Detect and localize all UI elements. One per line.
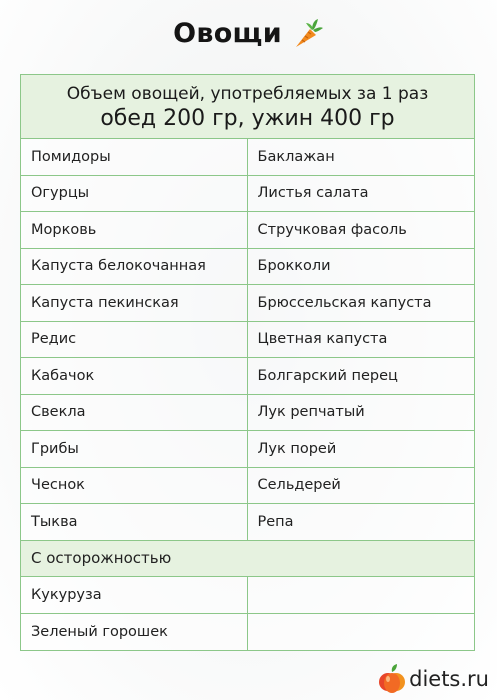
watermark-text: diets.ru <box>409 667 489 691</box>
table-row <box>21 285 474 322</box>
table-cell: Лук порей <box>257 440 337 457</box>
apple-logo-icon <box>378 664 406 694</box>
table-row <box>21 468 474 505</box>
table-row <box>21 395 474 432</box>
table-header <box>21 75 474 139</box>
table-cell: Грибы <box>21 431 248 467</box>
table-cell-empty <box>248 577 475 613</box>
table-cell: Сельдерей <box>257 477 341 494</box>
table-row <box>21 139 474 176</box>
table-cell: Листья салата <box>257 185 369 202</box>
table-row <box>21 504 474 541</box>
vegetables-table <box>20 74 475 651</box>
table-cell: Болгарский перец <box>257 367 398 384</box>
table-row <box>21 212 474 249</box>
table-cell: Репа <box>257 513 294 530</box>
table-cell: Капуста белокочанная <box>21 249 248 285</box>
table-cell-empty <box>248 614 475 651</box>
table-row <box>21 577 474 614</box>
carrot-icon <box>290 16 324 50</box>
table-cell: Капуста пекинская <box>21 285 248 321</box>
table-row <box>21 322 474 359</box>
table-cell: Чеснок <box>21 468 248 504</box>
caution-section-header: С осторожностью <box>21 541 474 578</box>
table-cell: Стручковая фасоль <box>257 221 407 238</box>
table-row <box>21 358 474 395</box>
header-portion-amounts: обед 200 гр, ужин 400 гр <box>100 106 395 131</box>
table-cell: Зеленый горошек <box>21 614 248 651</box>
table-cell: Баклажан <box>257 148 335 165</box>
table-row <box>21 176 474 213</box>
title-row <box>0 10 497 56</box>
watermark <box>378 664 489 694</box>
table-cell: Огурцы <box>21 176 248 212</box>
table-cell: Лук репчатый <box>257 404 365 421</box>
table-cell: Редис <box>21 322 248 358</box>
table-row <box>21 249 474 286</box>
header-portion-label: Объем овощей, употребляемых за 1 раз <box>66 84 429 104</box>
table-row <box>21 614 474 651</box>
table-cell: Тыква <box>21 504 248 540</box>
table-cell: Помидоры <box>21 139 248 175</box>
table-cell: Кабачок <box>21 358 248 394</box>
table-row <box>21 431 474 468</box>
table-cell: Морковь <box>21 212 248 248</box>
table-cell: Кукуруза <box>21 577 248 613</box>
table-cell: Свекла <box>21 395 248 431</box>
table-cell: Цветная капуста <box>257 331 388 348</box>
table-cell: Брюссельская капуста <box>257 294 432 311</box>
page-title: Овощи <box>173 17 282 49</box>
table-cell: Брокколи <box>257 258 331 275</box>
